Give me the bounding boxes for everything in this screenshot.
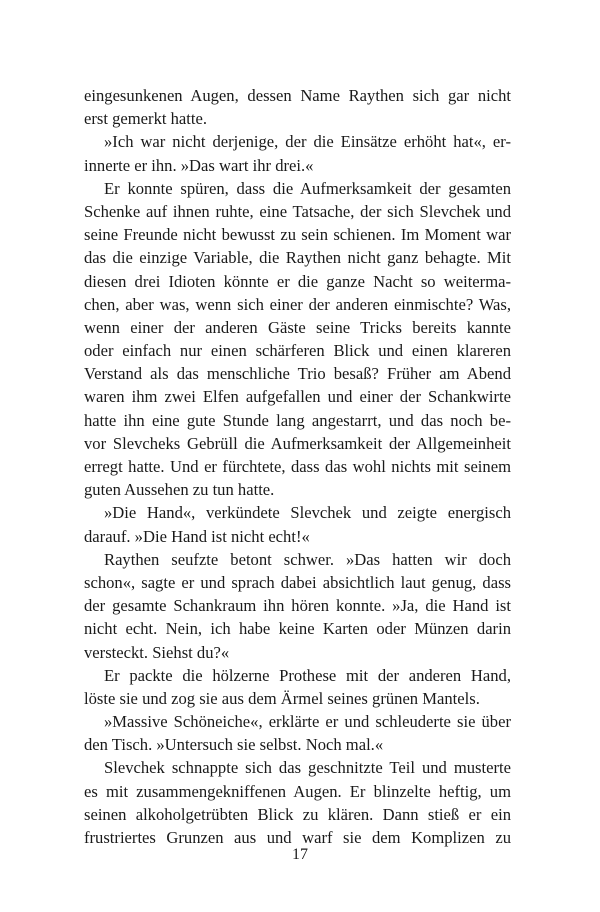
text-line: Schenke auf ihnen ruhte, eine Tatsache, der sich Slevchek und (84, 201, 511, 221)
text-line: hatte ihn eine gute Stunde lang angestarrt, und das noch be- (84, 410, 511, 430)
text-line: Er packte die hölzerne Prothese mit der anderen Hand, (104, 665, 511, 685)
text-line: frustriertes Grunzen aus und warf sie dem Komplizen zu (84, 828, 511, 847)
text-line: guten Aussehen zu tun hatte. (84, 480, 275, 500)
text-line: wenn einer der anderen Gäste seine Tricks bereits kannte (84, 317, 511, 337)
text-line: »Ich war nicht derjenige, der die Einsätze erhöht hat«, er- (104, 132, 511, 152)
text-line: innerte er ihn. »Das wart ihr drei.« (84, 155, 314, 175)
text-line: Er konnte spüren, dass die Aufmerksamkeit der gesamten (104, 178, 511, 198)
text-line: »Massive Schöneiche«, erklärte er und schleuderte sie über (104, 712, 511, 732)
text-line: vor Slevcheks Gebrüll die Aufmerksamkeit der Allgemeinheit (84, 433, 511, 453)
text-line: oder einfach nur einen schärferen Blick und einen klareren (84, 341, 511, 361)
text-line: es mit zusammengekniffenen Augen. Er blinzelte heftig, um (84, 781, 511, 801)
text-line: diesen drei Idioten könnte er die ganze Nacht so weiterma- (84, 271, 511, 291)
body-text (84, 84, 511, 849)
text-line: das die einzige Variable, die Raythen nicht ganz behagte. Mit (84, 248, 511, 268)
text-line: Verstand als das menschliche Trio besaß? Früher am Abend (84, 364, 511, 384)
text-line: »Die Hand«, verkündete Slevchek und zeigte energisch (104, 503, 511, 523)
text-line: nicht echt. Nein, ich habe keine Karten oder Münzen darin (84, 619, 511, 639)
text-line: waren ihm zwei Elfen aufgefallen und einer der Schankwirte (84, 387, 511, 407)
text-line: Raythen seufzte betont schwer. »Das hatten wir doch (104, 549, 511, 569)
page-number: 17 (292, 846, 308, 863)
text-line: seine Freunde nicht bewusst zu sein schienen. Im Moment war (84, 225, 511, 245)
text-line: löste sie und zog sie aus dem Ärmel seines grünen Mantels. (84, 688, 480, 708)
text-line: den Tisch. »Untersuch sie selbst. Noch mal.« (84, 735, 384, 755)
text-line: chen, aber was, wenn sich einer der anderen einmischte? Was, (84, 294, 511, 314)
text-line: versteckt. Siehst du?« (84, 642, 230, 662)
text-line: der gesamte Schankraum ihn hören konnte. »Ja, die Hand ist (84, 596, 511, 616)
text-line: erst gemerkt hatte. (84, 109, 208, 129)
text-line: Slevchek schnappte sich das geschnitzte Teil und musterte (104, 758, 511, 778)
text-line: schon«, sagte er und sprach dabei absichtlich laut genug, dass (84, 572, 511, 592)
text-line: eingesunkenen Augen, dessen Name Raythen sich gar nicht (84, 86, 511, 105)
text-line: darauf. »Die Hand ist nicht echt!« (84, 526, 310, 546)
text-line: seinen alkoholgetrübten Blick zu klären. Dann stieß er ein (84, 804, 511, 824)
text-line: erregt hatte. Und er fürchtete, dass das wohl nichts mit seinem (84, 457, 511, 476)
